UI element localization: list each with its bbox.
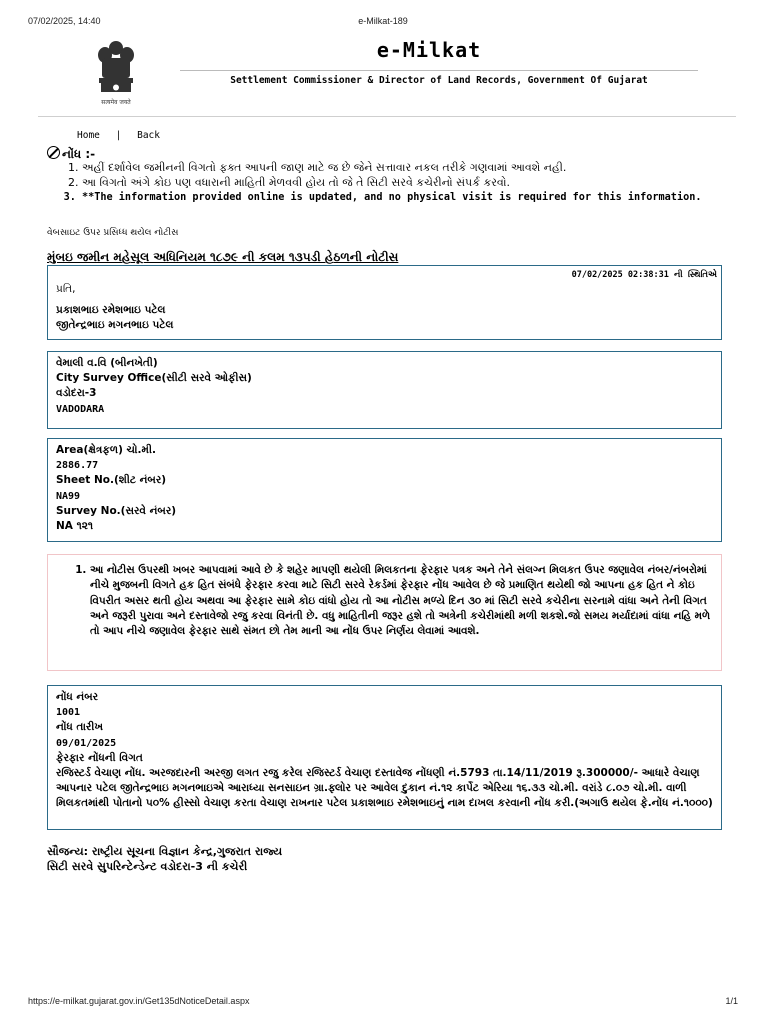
site-title: e-Milkat <box>376 38 482 62</box>
recipient-name: જીતેન્દ્રભાઇ મગનભાઇ પટેલ <box>56 319 174 332</box>
entry-detail-label: ફેરફાર નોંધની વિગત <box>56 751 143 764</box>
nav-separator: | <box>115 130 122 141</box>
entry-date-label: નોંધ તારીખ <box>56 721 103 734</box>
area-label: Area(ક્ષેત્રફળ) ચો.મી. <box>56 444 156 456</box>
status-timestamp: 07/02/2025 02:38:31 ની સ્થિતિએ <box>571 270 717 280</box>
location-box <box>47 351 722 429</box>
state-emblem-icon <box>90 38 142 108</box>
entry-number-label: નોંધ નંબર <box>56 691 99 703</box>
notice-paragraph: 1. આ નોટીસ ઉપરથી ખબર આપવામાં આવે છે કે શહેર માપણી થયેલી મિલકતના ફેરફાર પત્રક અને તેને સંલગ્ન મિલકત ઉપર જણાવેલ નંબર/નંબરોમાં નીચે મુજબની વિગતે હક હિત સંબંધે ફેરફાર કરવા માટે સિટી સરવે રેકર્ડમાં ફેરફાર નોંધ આવેલ છે જે પ્રમાણિત થયેથી જો આપના હક હિત ને કોઇ વિપરીત અસર થતી હોય અથવા આ ફેરફાર સામે કોઇ વાંધો હોય તો આ નોટીસ મળ્યે દિન ૩૦ માં સિટી સરવે કચેરીના સરનામે વાંધા અને તેની વિગત અને જરૂરી પુરાવા અને દસ્તાવેજો રજુ કરવા વિનંતી છે. વધુ માહિતીની જરૂર હશે તો અત્રેની કચેરીમાંથી મળી શકશે.જો સમય મર્યાદામાં વાંધા નહિ મળે તો આપ નીચે જણાવેલ ફેરફાર સાથે સંમત છો તેમ માની આ નોંધ ઉપર નિર્ણય લેવામાં આવશે. <box>90 563 711 639</box>
note-item: 2. આ વિગતો અંગે કોઇ પણ વધારાની માહિતી મેળવવી હોય તો જે તે સિટી સરવે કચેરીનો સંપર્ક કરવો. <box>82 175 742 190</box>
sheet-label: Sheet No.(શીટ નંબર) <box>56 474 167 487</box>
entry-details-box <box>47 685 722 830</box>
recipient-prefix: પ્રતિ, <box>56 283 76 295</box>
survey-label: Survey No.(સરવે નંબર) <box>56 504 177 517</box>
back-link[interactable]: Back <box>137 130 160 141</box>
print-doc-title: e-Milkat-189 <box>358 16 408 26</box>
district-name: VADODARA <box>56 403 105 415</box>
recipients-box <box>47 265 722 340</box>
recipient-name: પ્રકાશભાઇ રમેશભાઇ પટેલ <box>56 304 166 317</box>
print-header <box>28 16 738 30</box>
notice-text-box <box>47 554 722 671</box>
office-name: City Survey Office(સીટી સરવે ઓફીસ) <box>56 372 252 385</box>
website-notice-label: વેબસાઇટ ઉપર પ્રસિધ્ધ થયેલ નોટીસ <box>47 228 179 238</box>
land-details-box <box>47 438 722 542</box>
header-divider <box>38 116 736 117</box>
entry-date-value: 09/01/2025 <box>56 737 117 749</box>
print-footer <box>28 996 738 1010</box>
note-item: 3. **The information provided online is updated, and no physical visit is required for this information. <box>82 190 742 205</box>
print-page-number: 1/1 <box>725 996 738 1006</box>
area-value: 2886.77 <box>56 460 99 472</box>
note-item: 1. અહીં દર્શાવેલ જમીનની વિગતો ફક્ત આપની જાણ માટે જ છે જેને સત્તાવાર નકલ તરીકે ગણવામાં આવશે નહી. <box>82 160 742 175</box>
entry-detail-text: રજિસ્ટર્ડ વેચાણ નોંધ. અરજદારની અરજી લગત રજુ કરેલ રજિસ્ટર્ડ વેચાણ દસ્તાવેજ નોંધણી નં.5793 તા.14/11/2019 રૂ.300000/- આધારે વેચાણ આપનાર પટેલ જીતેન્દ્રભાઇ મગનભાઇએ આરાધ્યા સનસાઇન ગ્રા.ફ્લોર પર આવેલ દુકાન નં.૧૨ કાર્પેટ એરિયા ૧૬.૩૩ ચો.મી. વરાંડે ૮.૦૭ ચો.મી. વાળી મિલકતમાંથી પોતાનો ૫૦% હીસ્સો વેચાણ કરતા વેચાણ રાખનાર પટેલ પ્રકાશભાઇ રમેશભાઇનું નામ દાખલ કરવાની નોંધ કરી.(અગાઉ થયેલ ફે.નોંધ નં.૧૦૦૦) <box>56 767 713 810</box>
site-subtitle: Settlement Commissioner & Director of Land Records, Government Of Gujarat <box>180 70 698 86</box>
note-heading-text: નોંધ :- <box>62 147 96 161</box>
entry-number-value: 1001 <box>56 707 81 719</box>
print-url: https://e-milkat.gujarat.gov.in/Get135dNoticeDetail.aspx <box>28 996 250 1006</box>
source-line: સૌજન્ય: રાષ્ટ્રીય સૂચના વિજ્ઞાન કેન્દ્ર,ગુજરાત રાજ્ય <box>47 845 283 858</box>
village-name: વેમાલી વ.વિ (બીનખેતી) <box>56 357 158 369</box>
source-credit <box>47 844 282 874</box>
home-link[interactable]: Home <box>77 130 100 141</box>
nav-bar <box>77 130 170 141</box>
note-list <box>62 160 742 205</box>
sheet-value: NA99 <box>56 490 81 502</box>
ban-icon <box>47 146 60 159</box>
office-line: સિટી સરવે સુપરિન્ટેન્ડેન્ટ વડોદરા-3 ની કચેરી <box>47 860 248 873</box>
survey-value: NA ૧૨૧ <box>56 520 94 533</box>
print-datetime: 07/02/2025, 14:40 <box>28 16 101 26</box>
emblem-caption: सत्यमेव जयते <box>101 99 131 106</box>
taluka-name: વડોદરા-3 <box>56 387 97 400</box>
notice-heading: મુંબઇ જમીન મહેસૂલ અધિનિયમ ૧૮૭૯ ની કલમ ૧૩૫ડી હેઠળની નોટીસ <box>47 250 399 264</box>
